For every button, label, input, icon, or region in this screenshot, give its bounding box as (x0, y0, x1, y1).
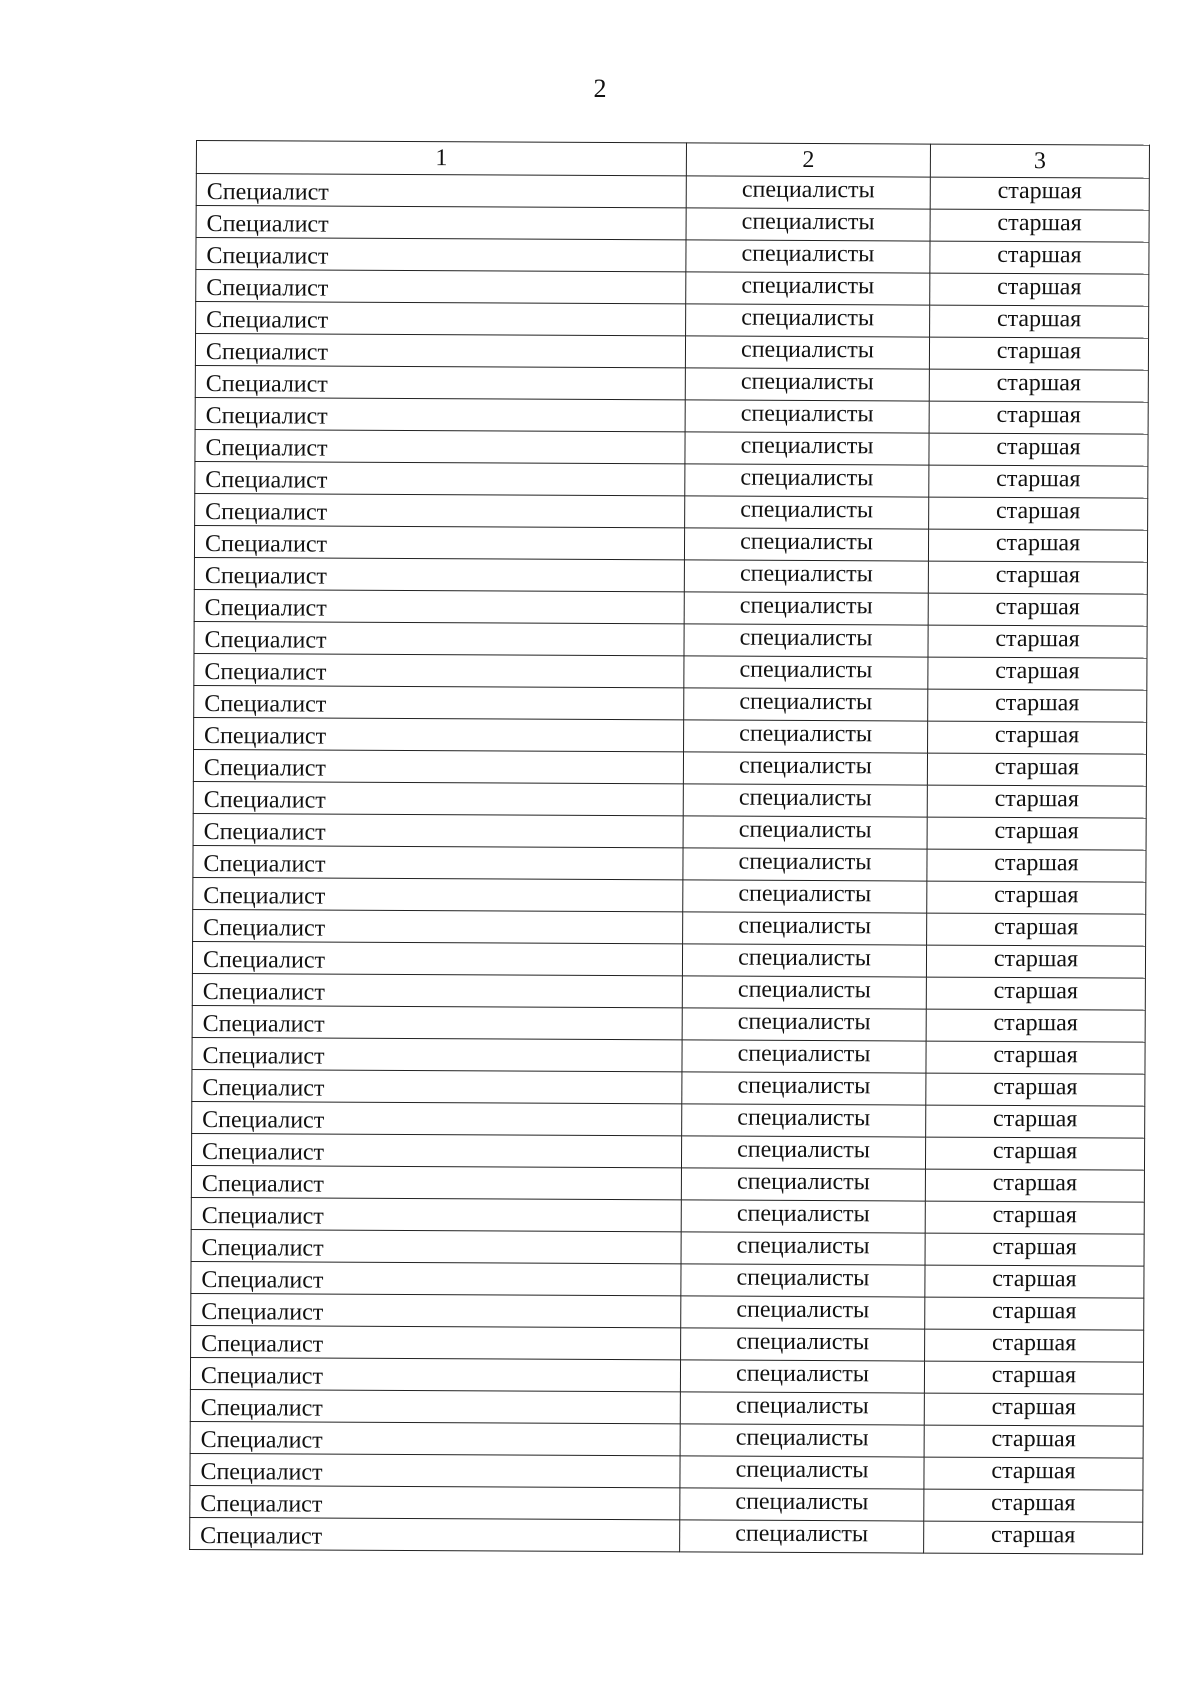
table-row (195, 429, 1148, 466)
table-cell-col1: Специалист (193, 845, 683, 879)
table-cell-col3: старшая (928, 625, 1147, 658)
table-cell-col1: Специалист (191, 1293, 681, 1327)
table-cell-col2: специалисты (685, 432, 929, 465)
table-cell-col2: специалисты (686, 176, 930, 209)
table-cell-col2: специалисты (684, 624, 928, 657)
table-cell-col3: старшая (929, 337, 1148, 370)
table-cell-col1: Специалист (194, 621, 684, 655)
table-cell-col3: старшая (924, 1361, 1143, 1394)
table-cell-col1: Специалист (195, 493, 685, 527)
table-cell-col1: Специалист (190, 1357, 680, 1391)
table-cell-col3: старшая (926, 1041, 1145, 1074)
table-cell-col2: специалисты (684, 688, 928, 721)
table-cell-col2: специалисты (684, 592, 928, 625)
table-row (190, 1357, 1143, 1394)
table-cell-col3: старшая (927, 817, 1146, 850)
table-cell-col2: специалисты (681, 1200, 925, 1233)
table-cell-col3: старшая (928, 721, 1147, 754)
table-cell-col3: старшая (925, 1297, 1144, 1330)
table-cell-col3: старшая (926, 1073, 1145, 1106)
table-cell-col3: старшая (925, 1329, 1144, 1362)
table-row (190, 1485, 1143, 1522)
table-cell-col2: специалисты (682, 976, 926, 1009)
table-cell-col1: Специалист (191, 1197, 681, 1231)
table-cell-col2: специалисты (684, 528, 928, 561)
table-cell-col3: старшая (928, 561, 1147, 594)
table-cell-col3: старшая (924, 1489, 1143, 1522)
table-cell-col2: специалисты (681, 1168, 925, 1201)
table-cell-col1: Специалист (192, 1069, 682, 1103)
table-cell-col1: Специалист (194, 717, 684, 751)
header-cell-2: 2 (686, 143, 930, 177)
table-cell-col1: Специалист (196, 174, 686, 208)
table-cell-col3: старшая (930, 209, 1149, 242)
table-cell-col3: старшая (929, 465, 1148, 498)
table-cell-col1: Специалист (194, 557, 684, 591)
table-row (193, 877, 1146, 914)
table-cell-col1: Специалист (192, 1037, 682, 1071)
table-cell-col2: специалисты (681, 1136, 925, 1169)
table-cell-col1: Специалист (191, 1165, 681, 1199)
table-cell-col3: старшая (926, 1009, 1145, 1042)
table-cell-col3: старшая (925, 1137, 1144, 1170)
table-cell-col2: специалисты (685, 464, 929, 497)
positions-table (189, 140, 1150, 1555)
table-cell-col2: специалисты (686, 240, 930, 273)
table-row (191, 1197, 1144, 1234)
table-cell-col2: специалисты (685, 336, 929, 369)
table-cell-col1: Специалист (196, 270, 686, 304)
table-row (190, 1517, 1143, 1554)
table-cell-col3: старшая (928, 657, 1147, 690)
table-cell-col2: специалисты (686, 272, 930, 305)
table-cell-col1: Специалист (196, 302, 686, 336)
table-cell-col2: специалисты (682, 944, 926, 977)
table-cell-col2: специалисты (682, 1072, 926, 1105)
table-cell-col2: специалисты (683, 912, 927, 945)
table-cell-col3: старшая (929, 497, 1148, 530)
table-cell-col3: старшая (924, 1393, 1143, 1426)
table-cell-col1: Специалист (194, 653, 684, 687)
table-row (193, 813, 1146, 850)
table-cell-col1: Специалист (190, 1453, 680, 1487)
table-row (196, 206, 1149, 243)
table-row (195, 493, 1148, 530)
table-cell-col3: старшая (924, 1457, 1143, 1490)
table-cell-col3: старшая (930, 273, 1149, 306)
table-cell-col3: старшая (927, 753, 1146, 786)
table-row (195, 334, 1148, 371)
table-cell-col1: Специалист (193, 749, 683, 783)
table-cell-col2: специалисты (682, 1040, 926, 1073)
table-cell-col1: Специалист (190, 1517, 680, 1551)
table-row (193, 845, 1146, 882)
table-cell-col2: специалисты (683, 784, 927, 817)
table-cell-col1: Специалист (196, 238, 686, 272)
table-cell-col3: старшая (925, 1233, 1144, 1266)
table-cell-col2: специалисты (683, 752, 927, 785)
table-row (194, 717, 1147, 754)
table-row (191, 1229, 1144, 1266)
table-cell-col2: специалисты (685, 400, 929, 433)
table-cell-col1: Специалист (193, 877, 683, 911)
table-cell-col1: Специалист (192, 973, 682, 1007)
table-row (196, 302, 1149, 339)
table-cell-col1: Специалист (195, 461, 685, 495)
page-number: 2 (593, 74, 607, 103)
table-row (191, 1325, 1144, 1362)
header-row (196, 141, 1149, 179)
header-cell-1: 1 (196, 141, 686, 176)
table-cell-col2: специалисты (680, 1456, 924, 1489)
table-row (194, 653, 1147, 690)
table-cell-col3: старшая (930, 241, 1149, 274)
table-cell-col2: специалисты (685, 368, 929, 401)
table-row (193, 909, 1146, 946)
table-cell-col1: Специалист (195, 429, 685, 463)
table-cell-col1: Специалист (191, 1133, 681, 1167)
table-cell-col2: специалисты (685, 496, 929, 529)
table-cell-col3: старшая (928, 689, 1147, 722)
table-cell-col2: специалисты (681, 1264, 925, 1297)
table-cell-col2: специалисты (684, 560, 928, 593)
table-cell-col3: старшая (925, 1201, 1144, 1234)
table-cell-col1: Специалист (194, 525, 684, 559)
table-row (191, 1293, 1144, 1330)
table-cell-col3: старшая (930, 305, 1149, 338)
table-cell-col2: специалисты (681, 1296, 925, 1329)
table-row (196, 270, 1149, 307)
table-row (191, 1261, 1144, 1298)
table-cell-col1: Специалист (193, 813, 683, 847)
table-body (190, 174, 1150, 1555)
table-row (196, 238, 1149, 275)
table-row (196, 174, 1149, 211)
table-row (192, 1101, 1145, 1138)
table-cell-col1: Специалист (194, 589, 684, 623)
table-cell-col2: специалисты (686, 208, 930, 241)
table-row (192, 1037, 1145, 1074)
table-cell-col3: старшая (926, 945, 1145, 978)
table-cell-col1: Специалист (191, 1261, 681, 1295)
table-cell-col1: Специалист (193, 781, 683, 815)
table-row (195, 397, 1148, 434)
header-cell-3: 3 (930, 144, 1149, 178)
table-cell-col1: Специалист (191, 1229, 681, 1263)
table-row (192, 941, 1145, 978)
table-row (194, 685, 1147, 722)
table-cell-col3: старшая (928, 529, 1147, 562)
table-cell-col1: Специалист (196, 206, 686, 240)
table-cell-col3: старшая (924, 1521, 1143, 1554)
table-cell-col1: Специалист (195, 397, 685, 431)
table-cell-col1: Специалист (192, 1101, 682, 1135)
table-cell-col2: специалисты (684, 656, 928, 689)
table-cell-col2: специалисты (680, 1360, 924, 1393)
table-cell-col2: специалисты (683, 848, 927, 881)
table-row (190, 1453, 1143, 1490)
table-cell-col3: старшая (926, 1105, 1145, 1138)
table-row (195, 365, 1148, 402)
table-row (192, 1069, 1145, 1106)
table-cell-col1: Специалист (195, 334, 685, 368)
table-cell-col1: Специалист (191, 1325, 681, 1359)
table-cell-col3: старшая (927, 913, 1146, 946)
table-header (196, 141, 1149, 179)
table-row (190, 1389, 1143, 1426)
table-row (194, 621, 1147, 658)
table-cell-col1: Специалист (190, 1421, 680, 1455)
table-row (194, 589, 1147, 626)
table-row (193, 781, 1146, 818)
table-cell-col3: старшая (924, 1425, 1143, 1458)
table-cell-col2: специалисты (680, 1424, 924, 1457)
table-cell-col3: старшая (927, 849, 1146, 882)
table-cell-col2: специалисты (680, 1392, 924, 1425)
table-cell-col3: старшая (928, 593, 1147, 626)
table-cell-col1: Специалист (193, 909, 683, 943)
table-cell-col2: специалисты (681, 1328, 925, 1361)
table-row (194, 557, 1147, 594)
table-cell-col2: специалисты (683, 816, 927, 849)
table-cell-col2: специалисты (683, 880, 927, 913)
table-cell-col3: старшая (929, 433, 1148, 466)
table-cell-col3: старшая (926, 977, 1145, 1010)
table-cell-col1: Специалист (190, 1485, 680, 1519)
table-cell-col3: старшая (929, 401, 1148, 434)
table-cell-col1: Специалист (195, 365, 685, 399)
table-cell-col3: старшая (927, 881, 1146, 914)
table-cell-col2: специалисты (680, 1520, 924, 1553)
table-row (193, 749, 1146, 786)
table-row (195, 461, 1148, 498)
table-row (191, 1133, 1144, 1170)
table-row (190, 1421, 1143, 1458)
table-cell-col1: Специалист (192, 1005, 682, 1039)
table-cell-col2: специалисты (684, 720, 928, 753)
table-cell-col1: Специалист (190, 1389, 680, 1423)
table-cell-col1: Специалист (192, 941, 682, 975)
table-cell-col1: Специалист (194, 685, 684, 719)
table-row (192, 973, 1145, 1010)
table-cell-col2: специалисты (680, 1488, 924, 1521)
table-cell-col3: старшая (927, 785, 1146, 818)
table-row (194, 525, 1147, 562)
table-cell-col3: старшая (925, 1169, 1144, 1202)
table-row (191, 1165, 1144, 1202)
table-cell-col2: специалисты (681, 1232, 925, 1265)
table-cell-col2: специалисты (682, 1008, 926, 1041)
table-cell-col2: специалисты (686, 304, 930, 337)
table-cell-col3: старшая (930, 177, 1149, 210)
table-cell-col3: старшая (929, 369, 1148, 402)
table-cell-col2: специалисты (682, 1104, 926, 1137)
table-cell-col3: старшая (925, 1265, 1144, 1298)
table-row (192, 1005, 1145, 1042)
